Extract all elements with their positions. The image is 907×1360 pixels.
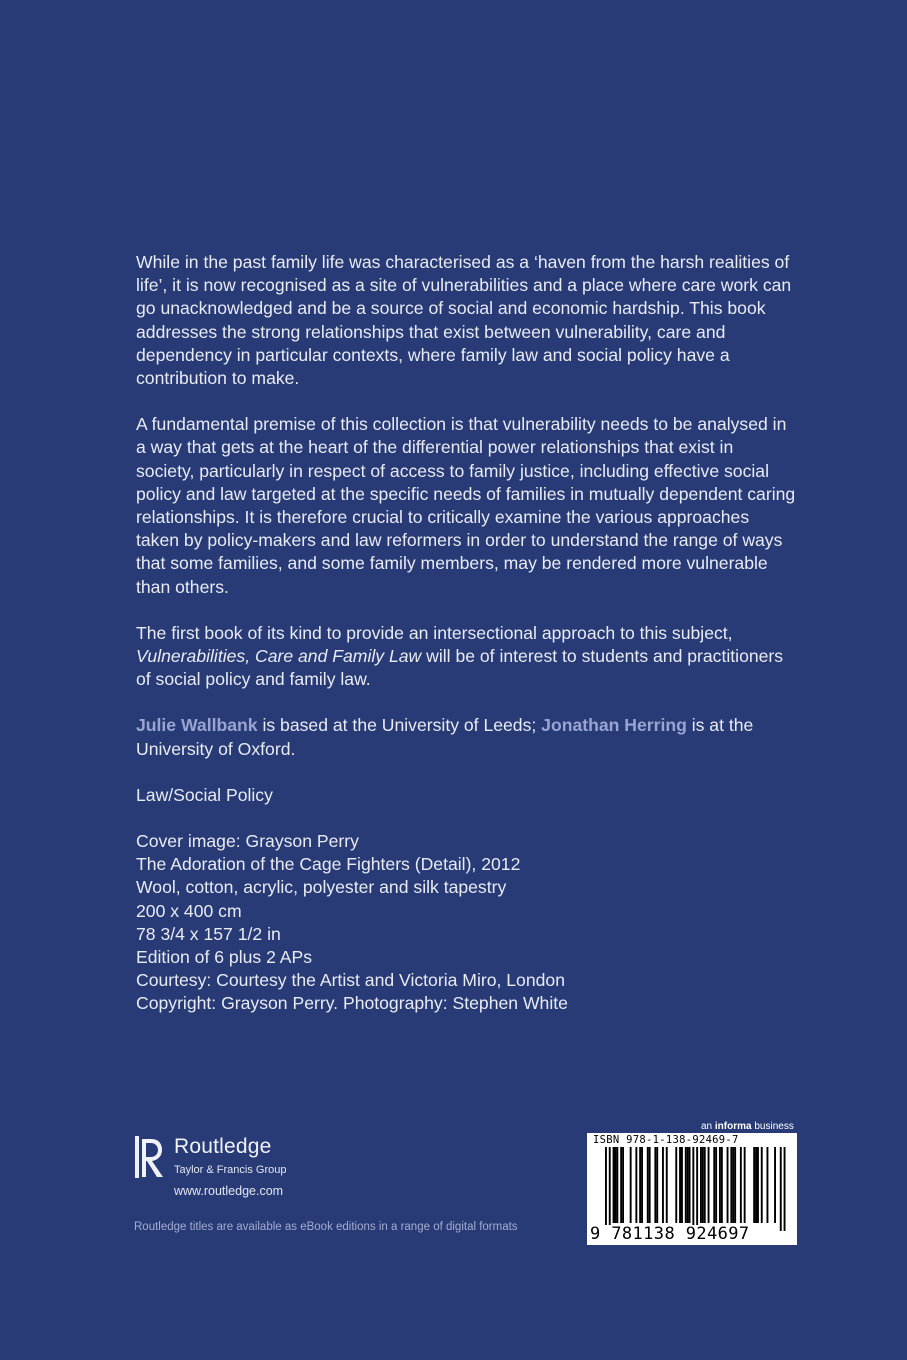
author1-affiliation: is based at the University of Leeds; [257, 715, 542, 736]
barcode-bar [647, 1147, 649, 1223]
barcode-bar [681, 1147, 683, 1223]
barcode-bar [675, 1147, 677, 1223]
barcode-bar [708, 1147, 710, 1223]
barcode-bar [719, 1147, 721, 1223]
barcode-bar [761, 1147, 763, 1223]
barcode-bar [732, 1147, 734, 1223]
barcode-bar [622, 1147, 624, 1223]
barcode-bar [613, 1147, 615, 1223]
barcode-bar [755, 1147, 757, 1223]
barcode-bar [662, 1147, 664, 1223]
barcode-bar [654, 1147, 656, 1223]
barcode-bar [734, 1147, 736, 1223]
barcode-bar [605, 1147, 607, 1231]
barcode-bar [609, 1147, 611, 1231]
isbn-label: ISBN 978-1-138-92469-7 [593, 1134, 739, 1146]
barcode-bar [715, 1147, 717, 1223]
credit-line: 200 x 400 cm [136, 900, 242, 921]
book-title: Vulnerabilities, Care and Family Law [136, 646, 422, 667]
credit-line: Cover image: Grayson Perry [136, 831, 359, 852]
credit-line: Courtesy: Courtesy the Artist and Victoria Miro, London [136, 970, 565, 991]
barcode-bar [615, 1147, 617, 1223]
informa-suffix: business [751, 1121, 794, 1132]
barcode-bar [616, 1147, 618, 1223]
barcode-bar [774, 1147, 776, 1223]
barcode-bar [721, 1147, 723, 1223]
publisher-url[interactable]: www.routledge.com [174, 1184, 284, 1198]
barcode-bar [692, 1147, 694, 1231]
routledge-r-icon [134, 1133, 166, 1181]
blurb-paragraph-3-end: will be of interest to students and practitioners of social policy and family law. [136, 646, 784, 690]
barcode-bar [702, 1147, 704, 1223]
barcode-bar [753, 1147, 755, 1223]
informa-prefix: an [701, 1121, 715, 1132]
barcode-bar [740, 1147, 742, 1223]
barcode-bar [687, 1147, 689, 1223]
blurb-paragraph-1: While in the past family life was characterised as a ‘haven from the harsh realities of life’, it is now recognised as a site of vulnerabilities and a place where care work can go unacknowledged and be a source of social and economic hardship. This book addresses the strong relationships that exist between vulnerability, care and dependency in particular contexts, where family law and social policy have a contribution to make. [136, 252, 792, 389]
barcode-bar [700, 1147, 702, 1223]
blurb-paragraph-3 [136, 622, 796, 692]
author-jonathan-herring: Jonathan Herring [541, 715, 687, 736]
barcode-bar [630, 1147, 632, 1223]
barcode-bar [641, 1147, 643, 1223]
informa-brand: informa [714, 1121, 752, 1132]
barcode-bar [727, 1147, 729, 1223]
barcode-bar [656, 1147, 658, 1223]
barcode-bar [666, 1147, 668, 1223]
barcode-bar [730, 1147, 732, 1223]
cover-image-credits [136, 830, 796, 1016]
publisher-logo-block [134, 1133, 334, 1203]
ebook-note: Routledge titles are available as eBook editions in a range of digital formats [134, 1221, 518, 1233]
credit-line: Edition of 6 plus 2 APs [136, 947, 313, 968]
back-cover-blurb [136, 251, 796, 1016]
credit-line: 78 3/4 x 157 1/2 in [136, 923, 281, 944]
isbn-digits: 9 781138 924697 [590, 1224, 750, 1244]
barcode-bar [704, 1147, 706, 1223]
barcode-bar [620, 1147, 622, 1223]
barcode-bar [696, 1147, 698, 1231]
author-julie-wallbank: Julie Wallbank [136, 715, 258, 736]
blurb-paragraph-2: A fundamental premise of this collection is that vulnerability needs to be analysed in a way that gets at the heart of the differential power relationships that exist in society, particularly in respect of access to family justice, including effective social policy and law targeted at the specific needs of families in mutually dependent caring relationships. It is therefore crucial to critically examine the various approaches taken by policy-makers and law reformers in order to understand the range of ways that some families, and some family members, may be rendered more vulnerable than others. [136, 414, 796, 597]
blurb-paragraph-3-start: The first book of its kind to provide an intersectional approach to this subject, [136, 622, 733, 643]
barcode-bar [713, 1147, 715, 1223]
barcode-bar [757, 1147, 759, 1223]
publisher-name: Routledge [174, 1135, 272, 1158]
subject-category: Law/Social Policy [136, 784, 273, 805]
credit-line: Copyright: Grayson Perry. Photography: Stephen White [136, 993, 568, 1014]
barcode-bar [784, 1147, 786, 1231]
barcode-bar [780, 1147, 782, 1231]
publisher-group: Taylor & Francis Group [174, 1164, 287, 1176]
barcode-bar [685, 1147, 687, 1223]
barcode-bar [635, 1147, 637, 1223]
isbn-barcode [587, 1133, 797, 1245]
barcode-bar [689, 1147, 691, 1223]
informa-tagline [701, 1121, 794, 1132]
barcode-bar [744, 1147, 746, 1223]
barcode-bar [679, 1147, 681, 1223]
credit-line: The Adoration of the Cage Fighters (Detail), 2012 [136, 854, 521, 875]
author2-affiliation: is at the University of Oxford. [136, 715, 754, 759]
barcode-bar [639, 1147, 641, 1223]
author-bio [136, 714, 796, 760]
credit-line: Wool, cotton, acrylic, polyester and silk tapestry [136, 877, 507, 898]
barcode-bar [767, 1147, 769, 1223]
barcode-bar [649, 1147, 651, 1223]
